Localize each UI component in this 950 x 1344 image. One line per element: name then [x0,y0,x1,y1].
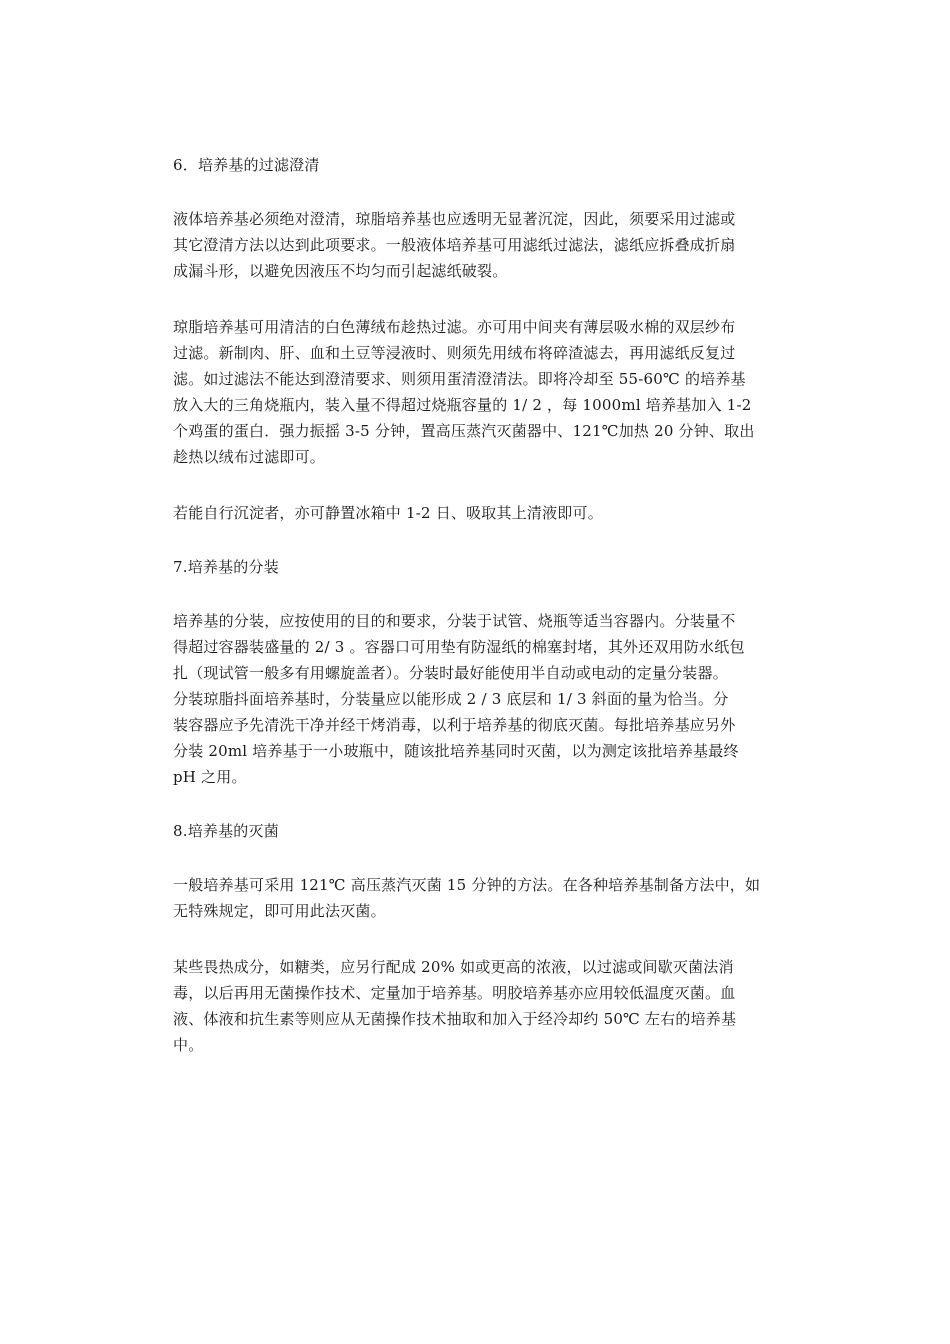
paragraph-8-2 [173,954,805,1058]
text-line: 中。 [173,1036,204,1054]
paragraph-6-3 [173,500,805,526]
spacer [173,526,805,554]
spacer [173,470,805,500]
section-heading-7: 7.培养基的分装 [173,558,279,576]
text-line: 分装琼脂抖面培养基时，分装量应以能形成 2 / 3 底层和 1/ 3 斜面的量为恰当。分 [173,690,729,708]
text-line: 过滤。新制肉、肝、血和土豆等浸液时、则须先用绒布将碎渣滤去，再用滤纸反复过 [173,344,736,362]
text-line: 培养基的分装，应按使用的目的和要求，分装于试管、烧瓶等适当容器内。分装量不 [173,612,736,630]
text-line: 液、体液和抗生素等则应从无菌操作技术抽取和加入于经冷却约 50℃ 左右的培养基 [173,1010,737,1028]
text-line: 滤。如过滤法不能达到澄清要求、则须用蛋清澄清法。即将冷却至 55-60℃ 的培养基 [173,370,746,388]
text-line: 成漏斗形，以避免因液压不均匀而引起滤纸破裂。 [173,262,508,280]
text-line: 得超过容器装盛量的 2/ 3 。容器口可用垫有防湿纸的棉塞封堵，其外还双用防水纸包 [173,638,745,656]
spacer [173,284,805,314]
paragraph-8-1 [173,872,805,924]
text-line: 其它澄清方法以达到此项要求。一般液体培养基可用滤纸过滤法，滤纸应拆叠成折扇 [173,236,736,254]
text-line: 分装 20ml 培养基于一小玻瓶中，随该批培养基同时灭菌，以为测定该批培养基最终 [173,742,739,760]
text-line: 琼脂培养基可用清洁的白色薄绒布趁热过滤。亦可用中间夹有薄层吸水棉的双层纱布 [173,318,736,336]
text-line: 液体培养基必须绝对澄清，琼脂培养基也应透明无显著沉淀，因此，须要采用过滤或 [173,210,736,228]
document-content [173,152,805,1058]
text-line: pH 之用。 [173,768,247,786]
spacer [173,790,805,818]
text-line: 个鸡蛋的蛋白．强力振摇 3-5 分钟，置高压蒸汽灭菌器中、121℃加热 20 分钟、取出 [173,422,755,440]
paragraph-7-1 [173,608,805,790]
text-line: 某些畏热成分，如糖类，应另行配成 20% 如或更高的浓液，以过滤或间歇灭菌法消 [173,958,734,976]
paragraph-6-1 [173,206,805,284]
section-heading-6: 6．培养基的过滤澄清 [173,156,320,174]
section-heading-8: 8.培养基的灭菌 [173,822,279,840]
paragraph-6-2 [173,314,805,470]
spacer [173,844,805,872]
text-line: 装容器应予先清洗干净并经干烤消毒，以利于培养基的彻底灭菌。每批培养基应另外 [173,716,736,734]
text-line: 一般培养基可采用 121℃ 高压蒸汽灭菌 15 分钟的方法。在各种培养基制备方法中，如 [173,876,761,894]
text-line: 放入大的三角烧瓶内，装入量不得超过烧瓶容量的 1/ 2 ，每 1000ml 培养基加入 1-2 [173,396,752,414]
text-line: 无特殊规定，即可用此法灭菌。 [173,902,386,920]
spacer [173,580,805,608]
spacer [173,178,805,206]
text-line: 若能自行沉淀者，亦可静置冰箱中 1-2 日、吸取其上清液即可。 [173,504,603,522]
text-line: 毒，以后再用无菌操作技术、定量加于培养基。明胶培养基亦应用较低温度灭菌。血 [173,984,736,1002]
text-line: 趁热以绒布过滤即可。 [173,448,326,466]
spacer [173,924,805,954]
text-line: 扎（现试管一般多有用螺旋盖者）。分装时最好能使用半自动或电动的定量分装器。 [173,664,728,682]
